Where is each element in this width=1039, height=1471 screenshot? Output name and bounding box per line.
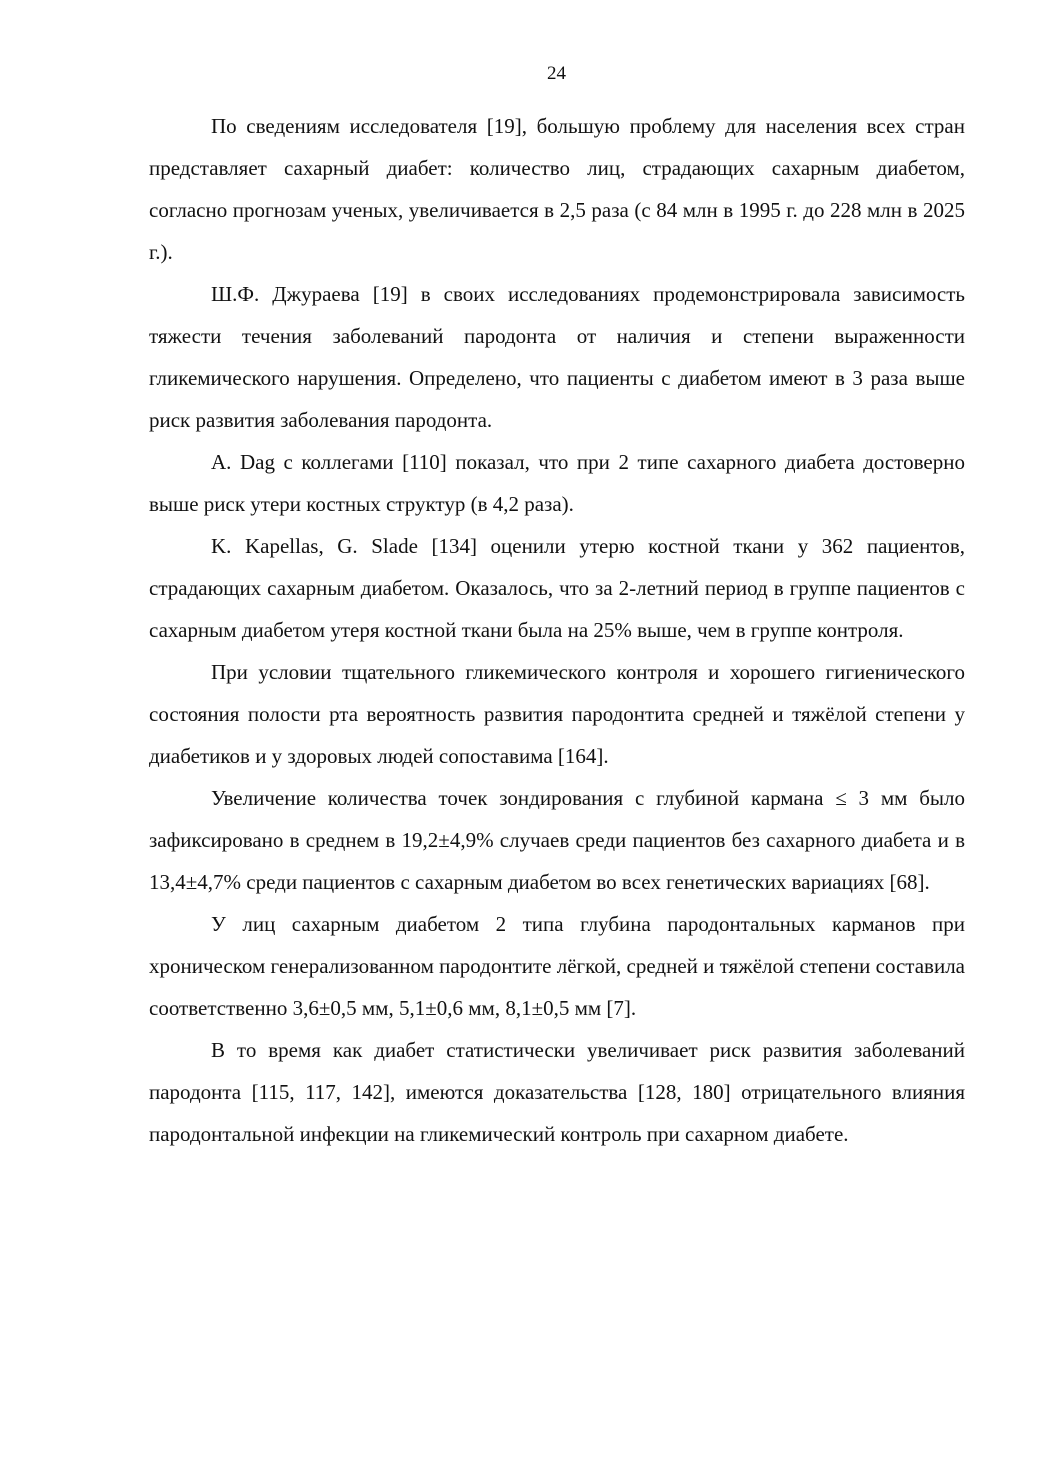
paragraph-kapellas: K. Kapellas, G. Slade [134] оценили утерю костной ткани у 362 пациентов, страдающих сахарным диабетом. Оказалось, что за 2-летний период в группе пациентов с сахарным диабетом утеря костной ткани была на 25% выше, чем в группе контроля. xyxy=(149,534,965,642)
paragraph-pocket-depth: У лиц сахарным диабетом 2 типа глубина пародонтальных карманов при хроническом генерализованном пародонтите лёгкой, средней и тяжёлой степени составила соответственно 3,6±0,5 мм, 5,1±0,6 мм, 8,1±0,5 мм [7]. xyxy=(149,912,965,1020)
paragraph-probing-points: Увеличение количества точек зондирования с глубиной кармана ≤ 3 мм было зафиксировано в среднем в 19,2±4,9% случаев среди пациентов без сахарного диабета и в 13,4±4,7% среди пациентов с сахарным диабетом во всех генетических вариациях [68]. xyxy=(149,786,965,894)
paragraph-dzhuraeva: Ш.Ф. Джураева [19] в своих исследованиях продемонстрировала зависимость тяжести течения заболеваний пародонта от наличия и степени выраженности гликемического нарушения. Определено, что пациенты с диабетом имеют в 3 раза выше риск развития заболевания пародонта. xyxy=(149,282,965,432)
paragraph-dag: A. Dag с коллегами [110] показал, что при 2 типе сахарного диабета достоверно выше риск утери костных структур (в 4,2 раза). xyxy=(149,450,965,516)
page-number: 24 xyxy=(547,63,566,84)
paragraph-bidirectional: В то время как диабет статистически увеличивает риск развития заболеваний пародонта [115, 117, 142], имеются доказательства [128, 180] отрицательного влияния пародонтальной инфекции на гликемический контроль при сахарном диабете. xyxy=(149,1038,965,1146)
paragraph-prevalence: По сведениям исследователя [19], большую проблему для населения всех стран представляет сахарный диабет: количество лиц, страдающих сахарным диабетом, согласно прогнозам ученых, увеличивается в 2,5 раза (с 84 млн в 1995 г. до 228 млн в 2025 г.). xyxy=(149,114,965,264)
text-body xyxy=(149,105,965,1155)
paragraph-glycemic-control: При условии тщательного гликемического контроля и хорошего гигиенического состояния полости рта вероятность развития пародонтита средней и тяжёлой степени у диабетиков и у здоровых людей сопоставима [164]. xyxy=(149,660,965,768)
